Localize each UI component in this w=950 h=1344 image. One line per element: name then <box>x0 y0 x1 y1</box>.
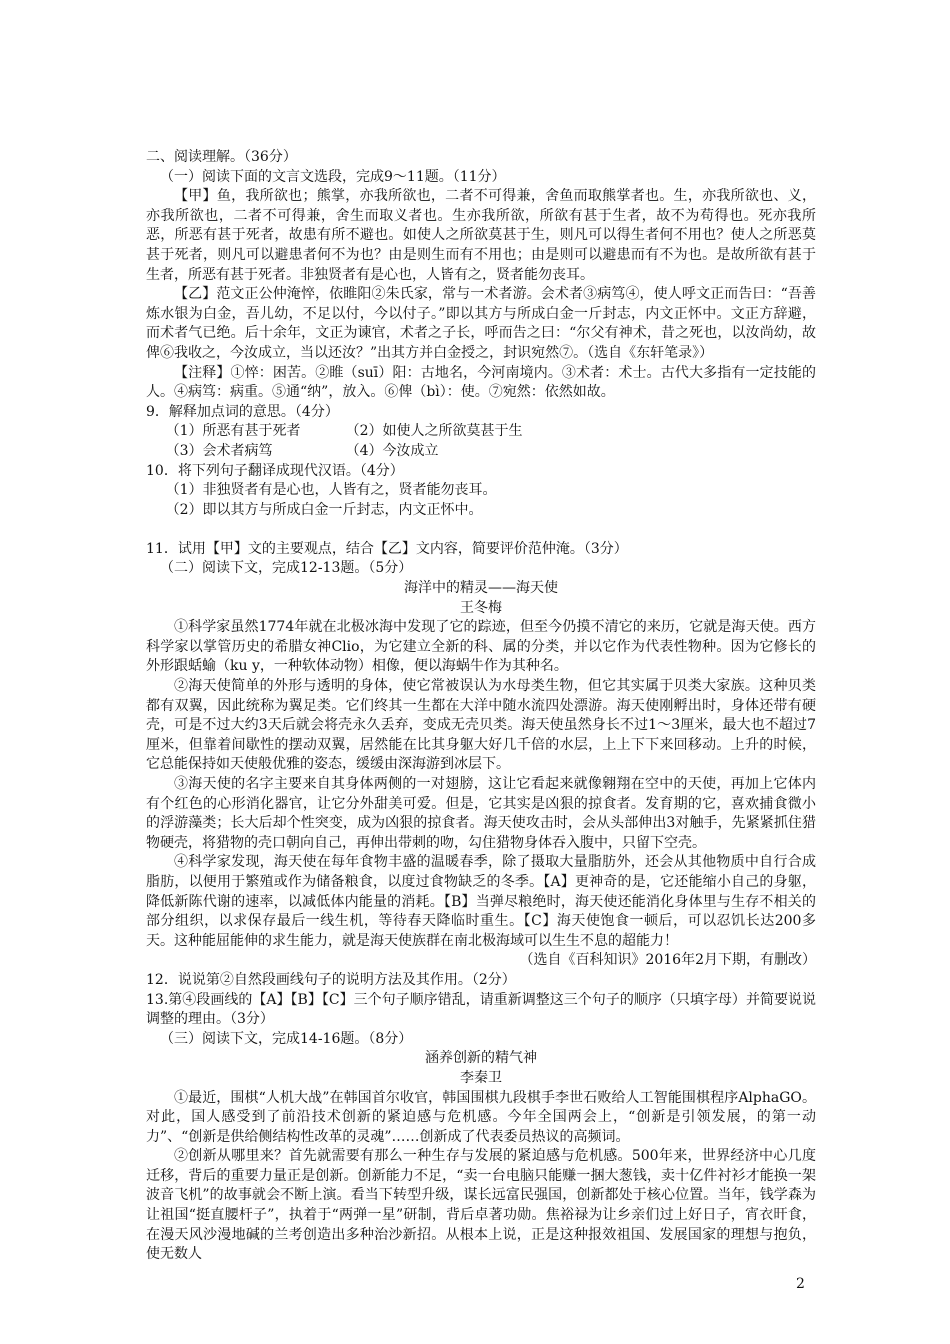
spacer <box>146 520 816 540</box>
part2-para-4: ④科学家发现，海天使在每年食物丰盛的温暖春季，除了摄取大量脂肪外，还会从其他物质中自行合成脂肪，以便用于繁殖或作为储备粮食，以度过食物缺乏的冬季。【A】更神奇的是，它还能缩小自己的身躯，降低新陈代谢的速率，以减低体内能量的消耗。【B】当弹尽粮绝时，海天使还能消化身体里与生存不相关的部分组织，以求保存最后一线生机，等待春天降临时重生。【C】海天使饱食一顿后，可以忍饥长达200多天。这种能屈能伸的求生能力，就是海天使族群在南北极海域可以生生不息的超能力！ <box>146 854 816 949</box>
q10-item-2: （2）即以其方与所成白金一斤封志，内文正怀中。 <box>165 501 483 518</box>
question-12: 12．说说第②自然段画线句子的说明方法及其作用。（2分） <box>146 971 516 988</box>
question-13: 13.第④段画线的【A】【B】【C】三个句子顺序错乱，请重新调整这三个句子的顺序（只填字母）并简要说说调整的理由。（3分） <box>146 991 816 1028</box>
question-11: 11．试用【甲】文的主要观点，结合【乙】文内容，简要评价范仲淹。（3分） <box>146 540 628 557</box>
part2-para-2: ②海天使简单的外形与透明的身体，使它常被误认为水母类生物，但它其实属于贝类大家族。这种贝类都有双翼，因此统称为翼足类。它们终其一生都在大洋中随水流四处漂游。海天使刚孵出时，身体还带有硬壳，可是不过大约3天后就会将壳永久丢弃，变成无壳贝类。海天使虽然身长不过1～3厘米，最大也不超过7厘米，但靠着间歇性的摆动双翼，居然能在比其身躯大好几千倍的水层，上上下下来回移动。上升的时候，它总能保持如天使般优雅的姿态，缓缓由深海游到冰层下。 <box>146 678 816 773</box>
part2-title: 海洋中的精灵——海天使 <box>404 580 558 597</box>
q9-option-1: （1）所恶有甚于死者 <box>165 423 301 440</box>
annotation-notes: 【注释】①悴：困苦。②睢（suī）阳：古地名，今河南境内。③术者：术士。古代大多指有一定技能的人。④病笃：病重。⑤通“纳”，放入。⑥俾（bì）：使。⑦宛然：依然如故。 <box>146 364 816 401</box>
section-heading: 二、阅读理解。（36分） <box>146 149 297 165</box>
q10-item-1: （1）非独贤者有是心也，人皆有之，贤者能勿丧耳。 <box>165 482 497 499</box>
question-9: 9．解释加点词的意思。（4分） <box>146 403 339 420</box>
passage-jia: 【甲】鱼，我所欲也；熊掌，亦我所欲也，二者不可得兼，舍鱼而取熊掌者也。生，亦我所欲也、义，亦我所欲也，二者不可得兼，舍生而取义者也。生亦我所欲，所欲有甚于生者，故不为苟得也。死亦我所恶，所恶有甚于死者，故患有所不避也。如使人之所欲莫甚于生，则凡可以得生者何不用也？使人之所恶莫甚于死者，则凡可以避患者何不为也？由是则生而有不用也；由是则可以避患而有不为也。是故所欲有甚于生者，所恶有甚于死者。非独贤者有是心也，人皆有之，贤者能勿丧耳。 <box>146 188 816 283</box>
part3-intro: （三）阅读下文，完成14-16题。（8分） <box>160 1030 413 1047</box>
part1-intro: （一）阅读下面的文言文选段，完成9～11题。（11分） <box>160 168 506 185</box>
part2-para-3: ③海天使的名字主要来自其身体两侧的一对翅膀，这让它看起来就像翱翔在空中的天使，再加上它体内有个红色的心形消化器官，让它分外甜美可爱。但是，它其实是凶狠的掠食者。发育期的它，喜欢捕食微小的浮游藻类；长大后却个性突变，成为凶狠的掠食者。海天使攻击时，会从头部伸出3对触手，先紧紧抓住猎物硬壳，将猎物的壳口朝向自己，再伸出带刺的吻，勾住猎物身体吞入腹中，只留下空壳。 <box>146 776 816 851</box>
page-number: 2 <box>796 1276 805 1292</box>
part3-author: 李秦卫 <box>460 1069 502 1086</box>
q9-option-4: （4）今汝成立 <box>345 442 439 459</box>
part2-para-1: ①科学家虽然1774年就在北极冰海中发现了它的踪迹，但至今仍摸不清它的来历，它就是海天使。西方科学家以掌管历史的希腊女神Clio，为它建立全新的科、属的分类，并以它作为代表性物种。因为它修长的外形跟蛞蝓（ku y，一种软体动物）相像，便以海蜗牛作为其种名。 <box>146 619 816 675</box>
part2-intro: （二）阅读下文，完成12-13题。（5分） <box>160 560 413 577</box>
part3-para-2: ②创新从哪里来？首先就需要有那么一种生存与发展的紧迫感与危机感。500年来，世界经济中心几度迁移，背后的重要力量正是创新。创新能力不足，“卖一台电脑只能赚一捆大葱钱，卖十亿件衬衫才能换一架波音飞机”的故事就会不断上演。看当下转型升级，谋长远富民强国，创新都处于核心位置。当年，钱学森为让祖国“挺直腰杆子”，执着于“两弹一星”研制，背后卓著功勋。焦裕禄为让乡亲们过上好日子，宵衣旰食，在漫天风沙漫地碱的兰考创造出多种治沙新招。从根本上说，正是这种报效祖国、发展国家的理想与抱负，使无数人 <box>146 1148 816 1263</box>
part3-para-1: ①最近，围棋“人机大战”在韩国首尔收官，韩国围棋九段棋手李世石败给人工智能围棋程序AlphaGO。对此，国人感受到了前沿技术创新的紧迫感与危机感。今年全国两会上，“创新是引领发展，的第一动力”、“创新是供给侧结构性改革的灵魂”……创新成了代表委员热议的高频词。 <box>146 1089 816 1145</box>
part3-title: 涵养创新的精气神 <box>425 1050 537 1067</box>
question-10: 10．将下列句子翻译成现代汉语。（4分） <box>146 462 404 479</box>
q9-options-row2 <box>146 442 816 462</box>
passage-yi: 【乙】范文正公仲淹悴，依睢阳②朱氏家，常与一术者游。会术者③病笃④，使人呼文正而告曰：“吾善炼水银为白金，吾儿幼，不足以付，今以付子。”即以其方与所成白金一斤封志，内文正怀中。文正方辞避，而术者气已绝。后十余年，文正为谏官，术者之子长，呼而告之曰：“尔父有神术，昔之死也，以汝尚幼，故俾⑥我收之，今汝成立，当以还汝？”出其方并白金授之，封识宛然⑦。（选自《东轩笔录》） <box>146 286 816 361</box>
q9-option-2: （2）如使人之所欲莫甚于生 <box>345 423 523 440</box>
q9-option-3: （3）会术者病笃 <box>165 442 273 459</box>
q9-options-row1 <box>146 422 816 442</box>
part2-source: （选自《百科知识》2016年2月下期，有删改） <box>519 952 816 969</box>
part2-author: 王冬梅 <box>460 599 502 616</box>
page-content <box>146 148 816 1265</box>
